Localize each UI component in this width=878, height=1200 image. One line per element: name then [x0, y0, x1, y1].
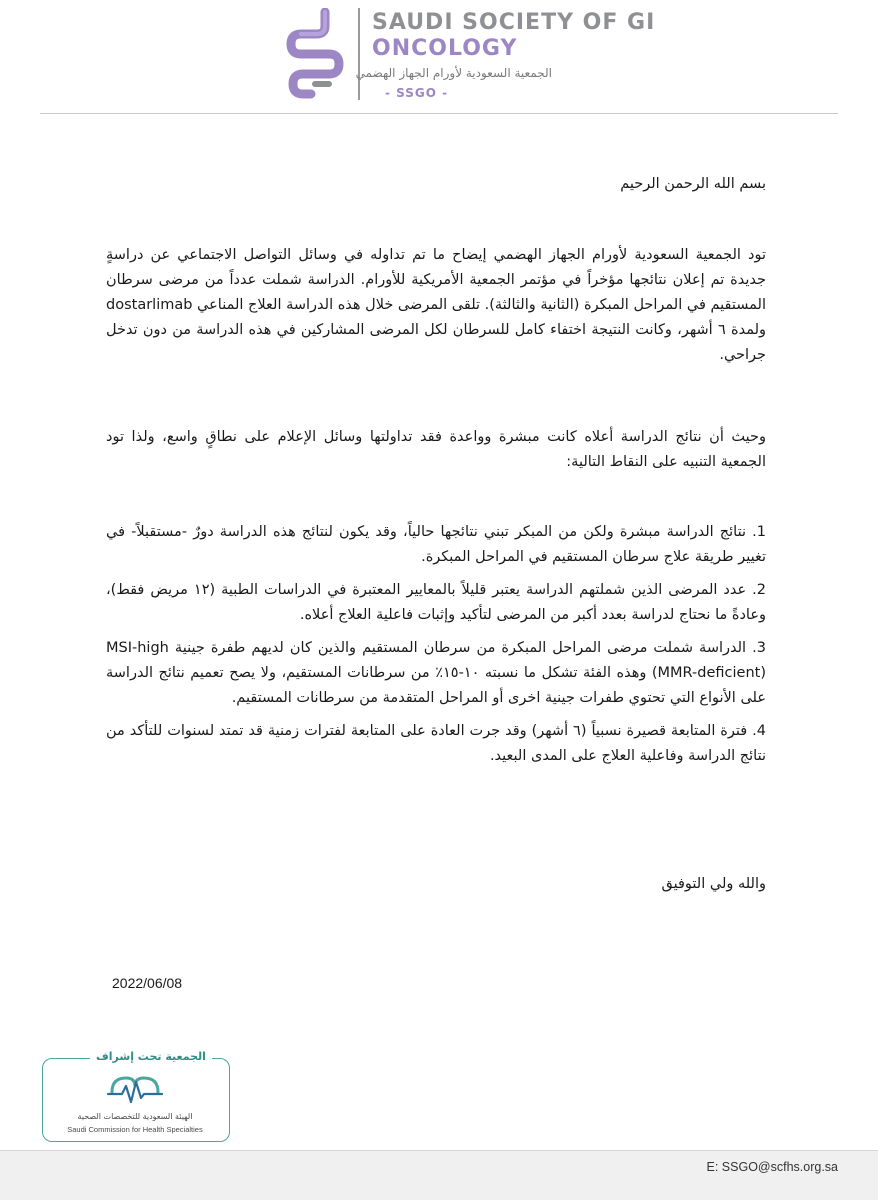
footer-email[interactable]: E: SSGO@scfhs.org.sa [706, 1160, 838, 1174]
scfhs-name-english: Saudi Commission for Health Specialties [67, 1125, 203, 1134]
footer-rule [0, 1150, 878, 1151]
org-name-line1: SAUDI SOCIETY OF GI [372, 10, 656, 35]
point-number: 4. [752, 723, 767, 739]
scfhs-heartbeat-logo-icon [106, 1072, 164, 1108]
list-item [106, 520, 766, 570]
org-name-arabic: الجمعية السعودية لأورام الجهاز الهضمي [355, 66, 552, 80]
list-item [106, 578, 766, 628]
point-number: 1. [752, 524, 766, 540]
point-text: عدد المرضى الذين شملتهم الدراسة يعتبر قليلاً بالمعايير المعتبرة في الدراسات الطبية (١٢ مريض فقط)، وعادةً ما نحتاج لدراسة بعدد أكبر من المرضى لتأكيد وإثبات فاعلية العلاج أعلاه. [106, 582, 766, 623]
letterhead [0, 0, 878, 115]
scfhs-name-arabic: الهيئة السعودية للتخصصات الصحية [77, 1112, 193, 1121]
intro-paragraph: تود الجمعية السعودية لأورام الجهاز الهضمي إيضاح ما تم تداوله في وسائل التواصل الاجتماعي عن دراسةٍ جديدة تم إعلان نتائجها مؤخراً في مؤتمر الجمعية الأمريكية للأورام. الدراسة شملت عدداً من مرضى سرطان المستقيم في المراحل المبكرة (الثانية والثالثة). تلقى المرضى خلال هذه الدراسة العلاج المناعي dostarlimab ولمدة ٦ أشهر، وكانت النتيجة اختفاء كامل للسرطان لكل المرضى المشاركين في هذه الدراسة من دون تدخل جراحي. [106, 247, 766, 363]
point-text: فترة المتابعة قصيرة نسبياً (٦ أشهر) وقد جرت العادة على المتابعة لفترات زمنية قد تمتد لسنوات للتأكد من نتائج الدراسة وفاعلية العلاج على المدى البعيد. [106, 723, 766, 764]
basmala: بسم الله الرحمن الرحيم [620, 176, 766, 192]
context-paragraph: وحيث أن نتائج الدراسة أعلاه كانت مبشرة وواعدة فقد تداولتها وسائل الإعلام على نطاقٍ واسع، ولذا تود الجمعية التنبيه على النقاط التالية: [106, 429, 766, 470]
points-list [106, 520, 766, 777]
header-rule [40, 113, 838, 114]
closing-line: والله ولي التوفيق [661, 876, 766, 892]
supervision-badge [42, 1050, 230, 1142]
list-item [106, 636, 766, 711]
org-abbreviation: - SSGO - [385, 86, 449, 100]
letter-date: 2022/06/08 [112, 975, 183, 991]
intestine-logo-icon [285, 8, 347, 100]
list-item [106, 719, 766, 769]
supervision-title: الجمعية تحت إشراف [90, 1050, 212, 1063]
point-number: 3. [752, 640, 766, 656]
org-name-line2: ONCOLOGY [372, 36, 518, 61]
point-text: نتائج الدراسة مبشرة ولكن من المبكر تبني نتائجها حالياً، وقد يكون لنتائج هذه الدراسة دورٌ -مستقبلاً- في تغيير طريقة علاج سرطان المستقيم في المراحل المبكرة. [106, 524, 766, 565]
point-text: الدراسة شملت مرضى المراحل المبكرة من سرطان المستقيم والذين كان لديهم طفرة جينية MSI-high (MMR-deficient) وهذه الفئة تشكل ما نسبته ١٠-١٥٪ من سرطانات المستقيم، ولا يصح تعميم نتائج الدراسة على الأنواع التي تحتوي طفرات جينية اخرى أو المراحل المتقدمة من سرطانات المستقيم. [106, 640, 766, 706]
point-number: 2. [752, 582, 766, 598]
header-divider [358, 8, 360, 100]
footer [0, 1150, 878, 1200]
